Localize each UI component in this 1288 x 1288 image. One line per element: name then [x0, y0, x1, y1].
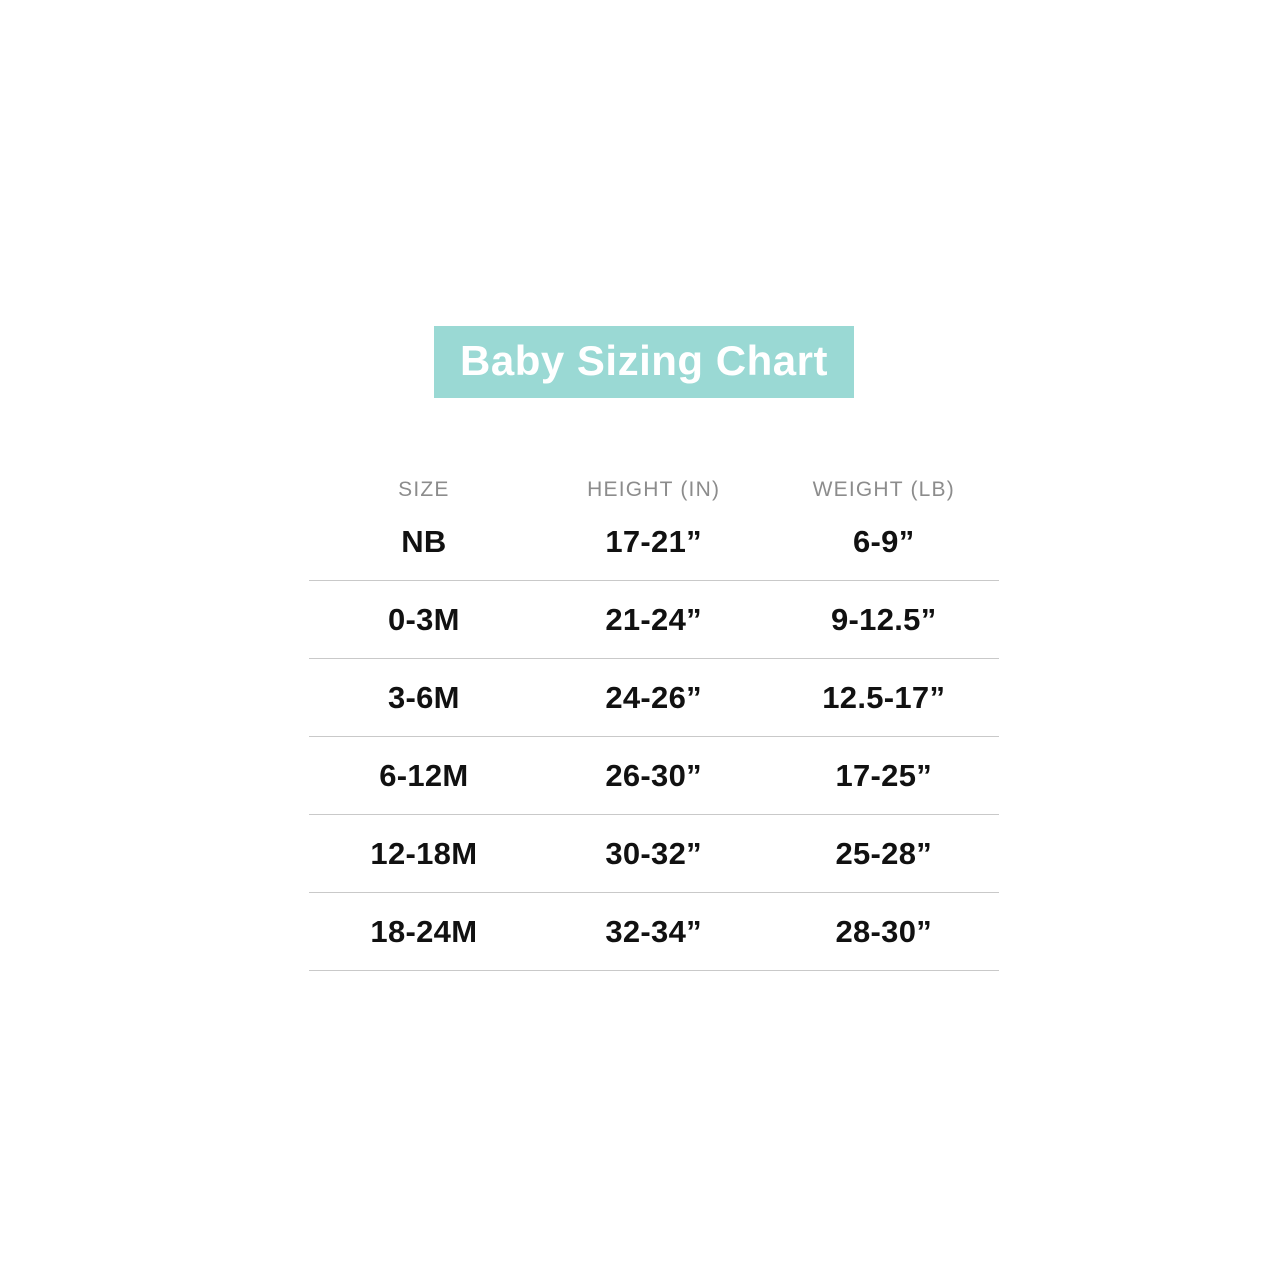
table-header-row	[309, 478, 999, 524]
cell-height: 24-26”	[539, 659, 769, 737]
column-header-weight: WEIGHT (LB)	[812, 478, 955, 501]
table-header	[309, 478, 999, 524]
table-row	[309, 737, 999, 815]
cell-size: 6-12M	[309, 737, 539, 815]
sizing-table-container	[309, 478, 999, 971]
cell-weight: 28-30”	[769, 893, 999, 971]
cell-weight: 6-9”	[769, 524, 999, 581]
cell-height: 32-34”	[539, 893, 769, 971]
cell-size: 3-6M	[309, 659, 539, 737]
page-title: Baby Sizing Chart	[434, 326, 854, 398]
cell-size: NB	[309, 524, 539, 581]
cell-size: 12-18M	[309, 815, 539, 893]
title-container	[0, 326, 1288, 398]
table-row	[309, 815, 999, 893]
cell-weight: 17-25”	[769, 737, 999, 815]
cell-size: 0-3M	[309, 581, 539, 659]
cell-height: 17-21”	[539, 524, 769, 581]
cell-weight: 9-12.5”	[769, 581, 999, 659]
table-row	[309, 893, 999, 971]
cell-height: 26-30”	[539, 737, 769, 815]
cell-height: 21-24”	[539, 581, 769, 659]
table-row	[309, 659, 999, 737]
cell-size: 18-24M	[309, 893, 539, 971]
cell-height: 30-32”	[539, 815, 769, 893]
cell-weight: 12.5-17”	[769, 659, 999, 737]
sizing-table	[309, 478, 999, 971]
column-header-size: SIZE	[398, 478, 450, 501]
table-body	[309, 524, 999, 971]
column-header-height: HEIGHT (IN)	[587, 478, 721, 501]
cell-weight: 25-28”	[769, 815, 999, 893]
table-row	[309, 581, 999, 659]
table-row	[309, 524, 999, 581]
